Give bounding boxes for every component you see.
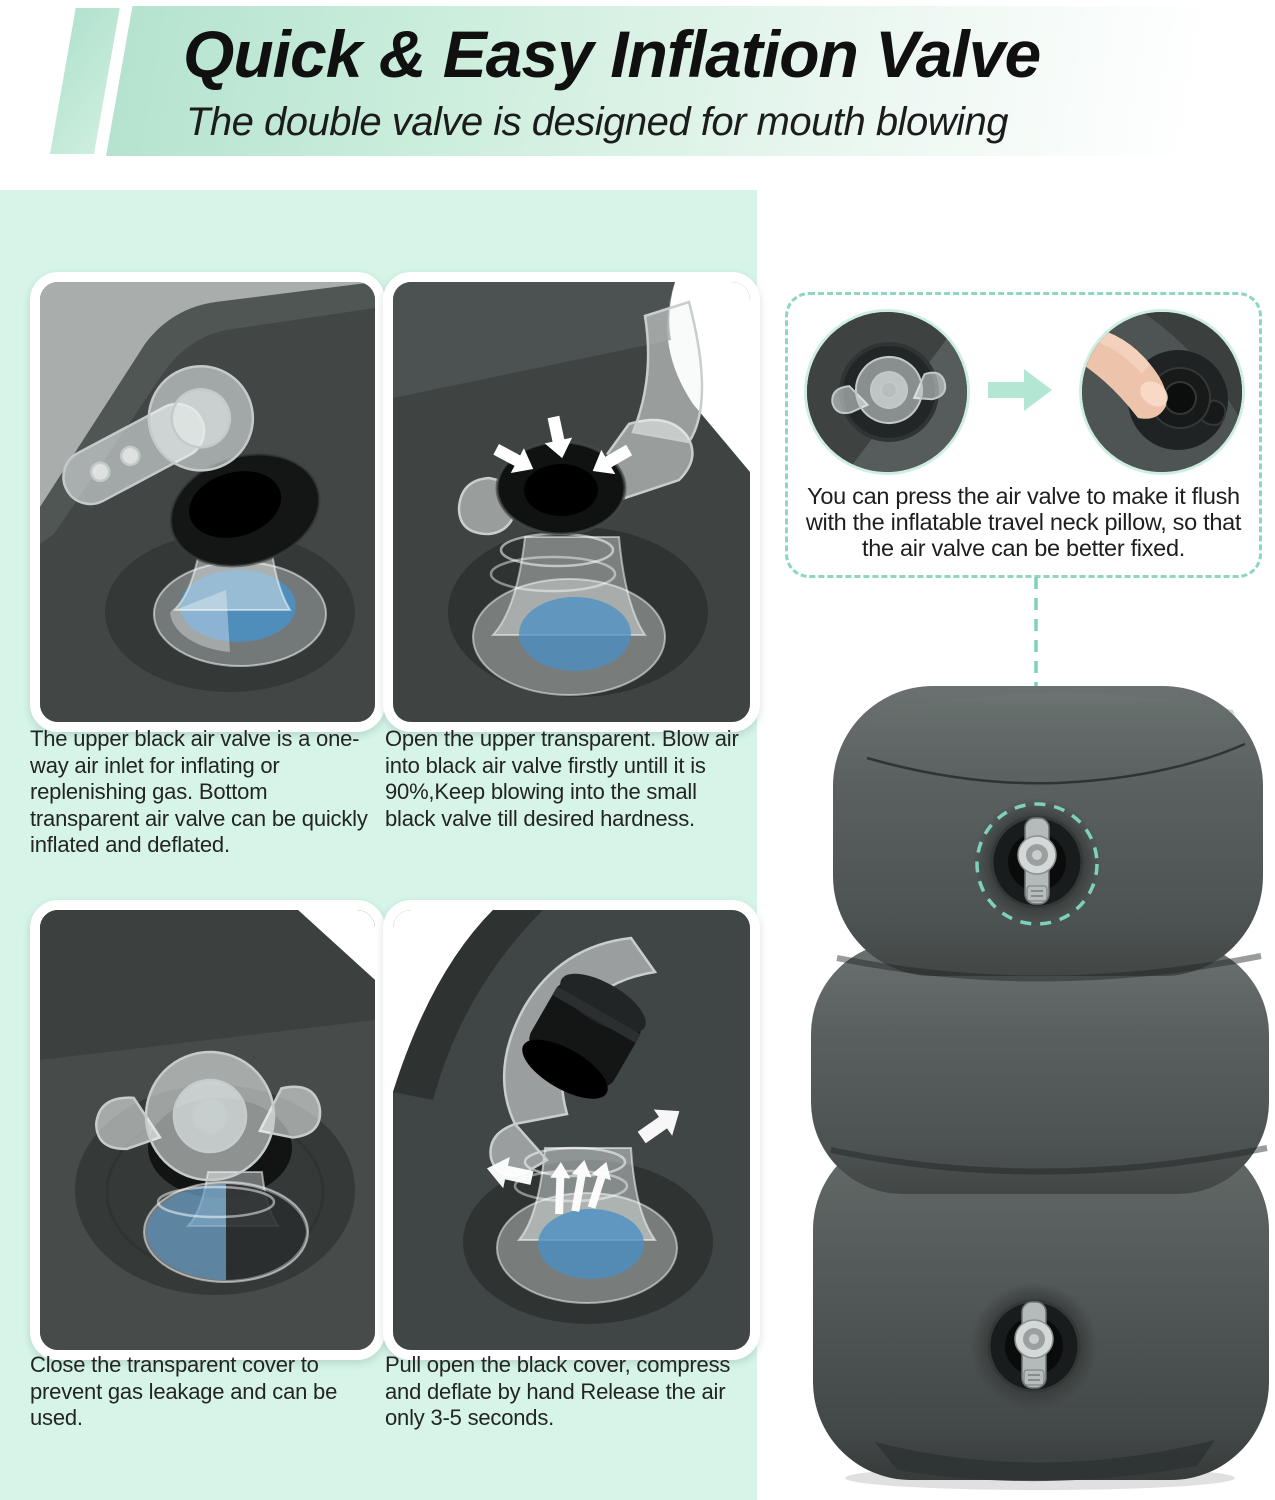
pillow-top-valve-icon — [973, 798, 1101, 926]
arrow-right-icon — [988, 367, 1054, 413]
valve-flush-press-icon — [1082, 312, 1242, 472]
page-title: Quick & Easy Inflation Valve — [183, 17, 1041, 91]
step-caption-3: Close the transparent cover to prevent gas leakage and can be used. — [30, 1352, 338, 1430]
step-caption-2: Open the upper transparent. Blow air into black air valve firstly untill it is 90%,Keep blowing into the small black valve till desired hardness. — [385, 726, 739, 831]
valve-press-photo — [1079, 309, 1245, 475]
valve-before-photo — [804, 309, 970, 475]
callout-caption: You can press the air valve to make it flush with the inflatable travel neck pillow, so that the air valve can be better fixed. — [805, 483, 1242, 561]
inflatable-footrest-pillow-photo — [805, 680, 1275, 1492]
valve-photo-closed-icon — [40, 910, 375, 1350]
pillow-bottom-valve-icon — [970, 1282, 1098, 1410]
valve-flush-before-icon — [807, 312, 967, 472]
valve-photo-blow-icon — [393, 282, 750, 722]
step-photo-card-3 — [30, 900, 385, 1360]
step-caption-4: Pull open the black cover, compress and deflate by hand Release the air only 3-5 seconds. — [385, 1352, 731, 1430]
press-valve-callout-box — [785, 292, 1262, 578]
step-photo-card-1 — [30, 272, 385, 732]
step-photo-card-2 — [383, 272, 760, 732]
page-subtitle: The double valve is designed for mouth blowing — [186, 100, 1008, 144]
step-caption-1: The upper black air valve is a one-way air inlet for inflating or replenishing gas. Bottom transparent air valve can be quickly inflated and deflated. — [30, 726, 368, 857]
step-photo-card-4 — [383, 900, 760, 1360]
valve-photo-deflate-icon — [393, 910, 750, 1350]
valve-photo-inflate-icon — [40, 282, 375, 722]
